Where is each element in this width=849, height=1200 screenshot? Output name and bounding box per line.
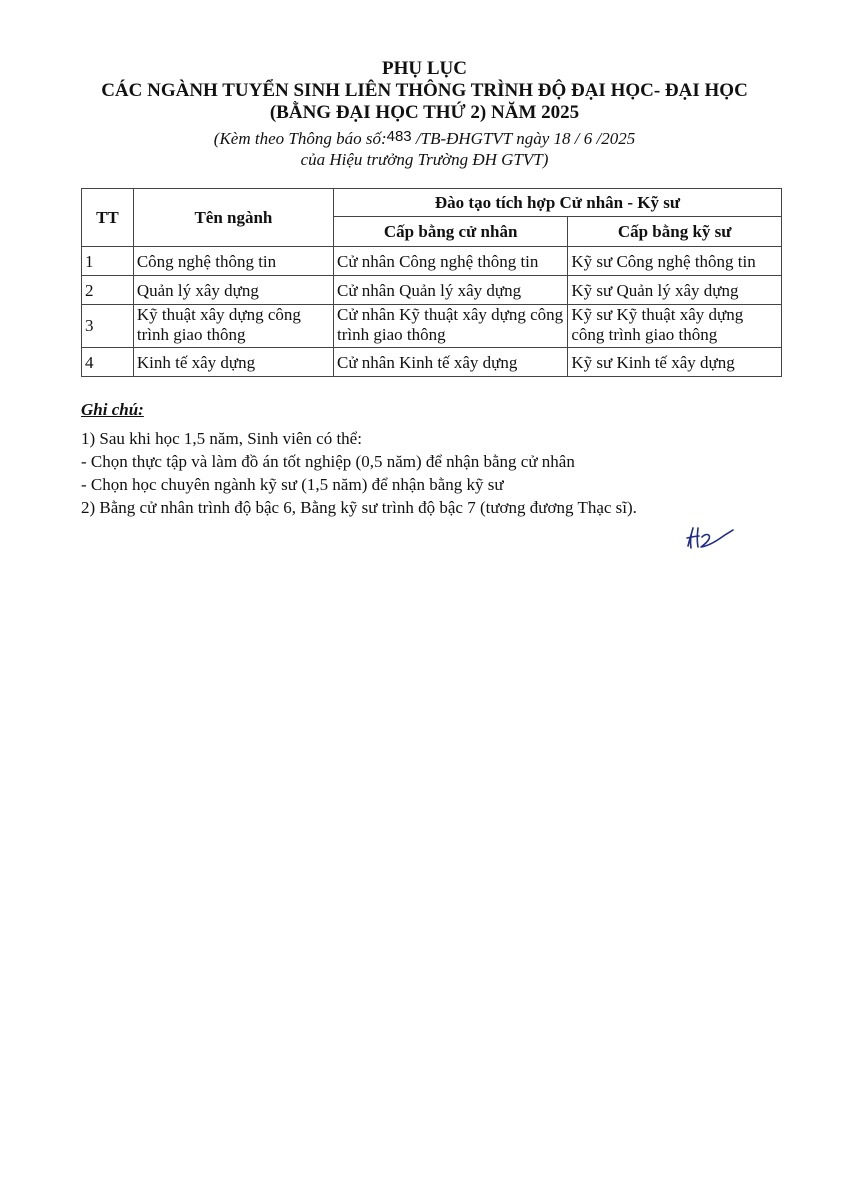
table-row xyxy=(82,247,782,276)
issuer-line: của Hiệu trưởng Trường ĐH GTVT) xyxy=(300,150,549,169)
column-header-name: Tên ngành xyxy=(133,189,333,247)
reference-suffix: /TB-ĐHGTVT ngày 18 / 6 /2025 xyxy=(411,129,636,148)
cell-engineer-degree: Kỹ sư Công nghệ thông tin xyxy=(568,247,782,276)
cell-major-name: Công nghệ thông tin xyxy=(133,247,333,276)
table-header-row xyxy=(82,189,782,217)
column-header-tt: TT xyxy=(82,189,134,247)
cell-tt: 1 xyxy=(82,247,134,276)
document-heading-line1: CÁC NGÀNH TUYỂN SINH LIÊN THÔNG TRÌNH ĐỘ ĐẠI HỌC- ĐẠI HỌC xyxy=(101,80,748,101)
column-header-engineer: Cấp bằng kỹ sư xyxy=(568,217,782,247)
note-line: 2) Bằng cử nhân trình độ bậc 6, Bằng kỹ sư trình độ bậc 7 (tương đương Thạc sĩ). xyxy=(81,498,637,517)
table-row xyxy=(82,348,782,377)
note-line: 1) Sau khi học 1,5 năm, Sinh viên có thể: xyxy=(81,429,362,448)
column-group-header: Đào tạo tích hợp Cử nhân - Kỹ sư xyxy=(333,189,781,217)
reference-prefix: (Kèm theo Thông báo số: xyxy=(213,129,387,148)
cell-major-name: Kỹ thuật xây dựng công trình giao thông xyxy=(133,305,333,348)
cell-bachelor-degree: Cử nhân Kỹ thuật xây dựng công trình giao thông xyxy=(333,305,567,348)
cell-major-name: Kinh tế xây dựng xyxy=(133,348,333,377)
table-row xyxy=(82,305,782,348)
appendix-title: PHỤ LỤC xyxy=(382,58,467,79)
cell-tt: 3 xyxy=(82,305,134,348)
cell-tt: 4 xyxy=(82,348,134,377)
document-heading-line2: (BẰNG ĐẠI HỌC THỨ 2) NĂM 2025 xyxy=(269,102,580,123)
notes-title: Ghi chú: xyxy=(81,400,144,419)
cell-bachelor-degree: Cử nhân Quản lý xây dựng xyxy=(333,276,567,305)
note-line: - Chọn thực tập và làm đồ án tốt nghiệp (0,5 năm) để nhận bằng cử nhân xyxy=(81,452,575,471)
cell-major-name: Quản lý xây dựng xyxy=(133,276,333,305)
cell-bachelor-degree: Cử nhân Kinh tế xây dựng xyxy=(333,348,567,377)
notes-section xyxy=(81,398,801,519)
cell-tt: 2 xyxy=(82,276,134,305)
column-header-bachelor: Cấp bằng cử nhân xyxy=(333,217,567,247)
cell-engineer-degree: Kỹ sư Kỹ thuật xây dựng công trình giao thông xyxy=(568,305,782,348)
cell-bachelor-degree: Cử nhân Công nghệ thông tin xyxy=(333,247,567,276)
note-line: - Chọn học chuyên ngành kỹ sư (1,5 năm) để nhận bằng kỹ sư xyxy=(81,475,504,494)
cell-engineer-degree: Kỹ sư Kinh tế xây dựng xyxy=(568,348,782,377)
table-row xyxy=(82,276,782,305)
majors-table xyxy=(81,188,782,377)
handwritten-initials-signature xyxy=(684,524,736,552)
cell-engineer-degree: Kỹ sư Quản lý xây dựng xyxy=(568,276,782,305)
reference-line xyxy=(40,126,809,150)
reference-number: 483 xyxy=(386,128,412,145)
